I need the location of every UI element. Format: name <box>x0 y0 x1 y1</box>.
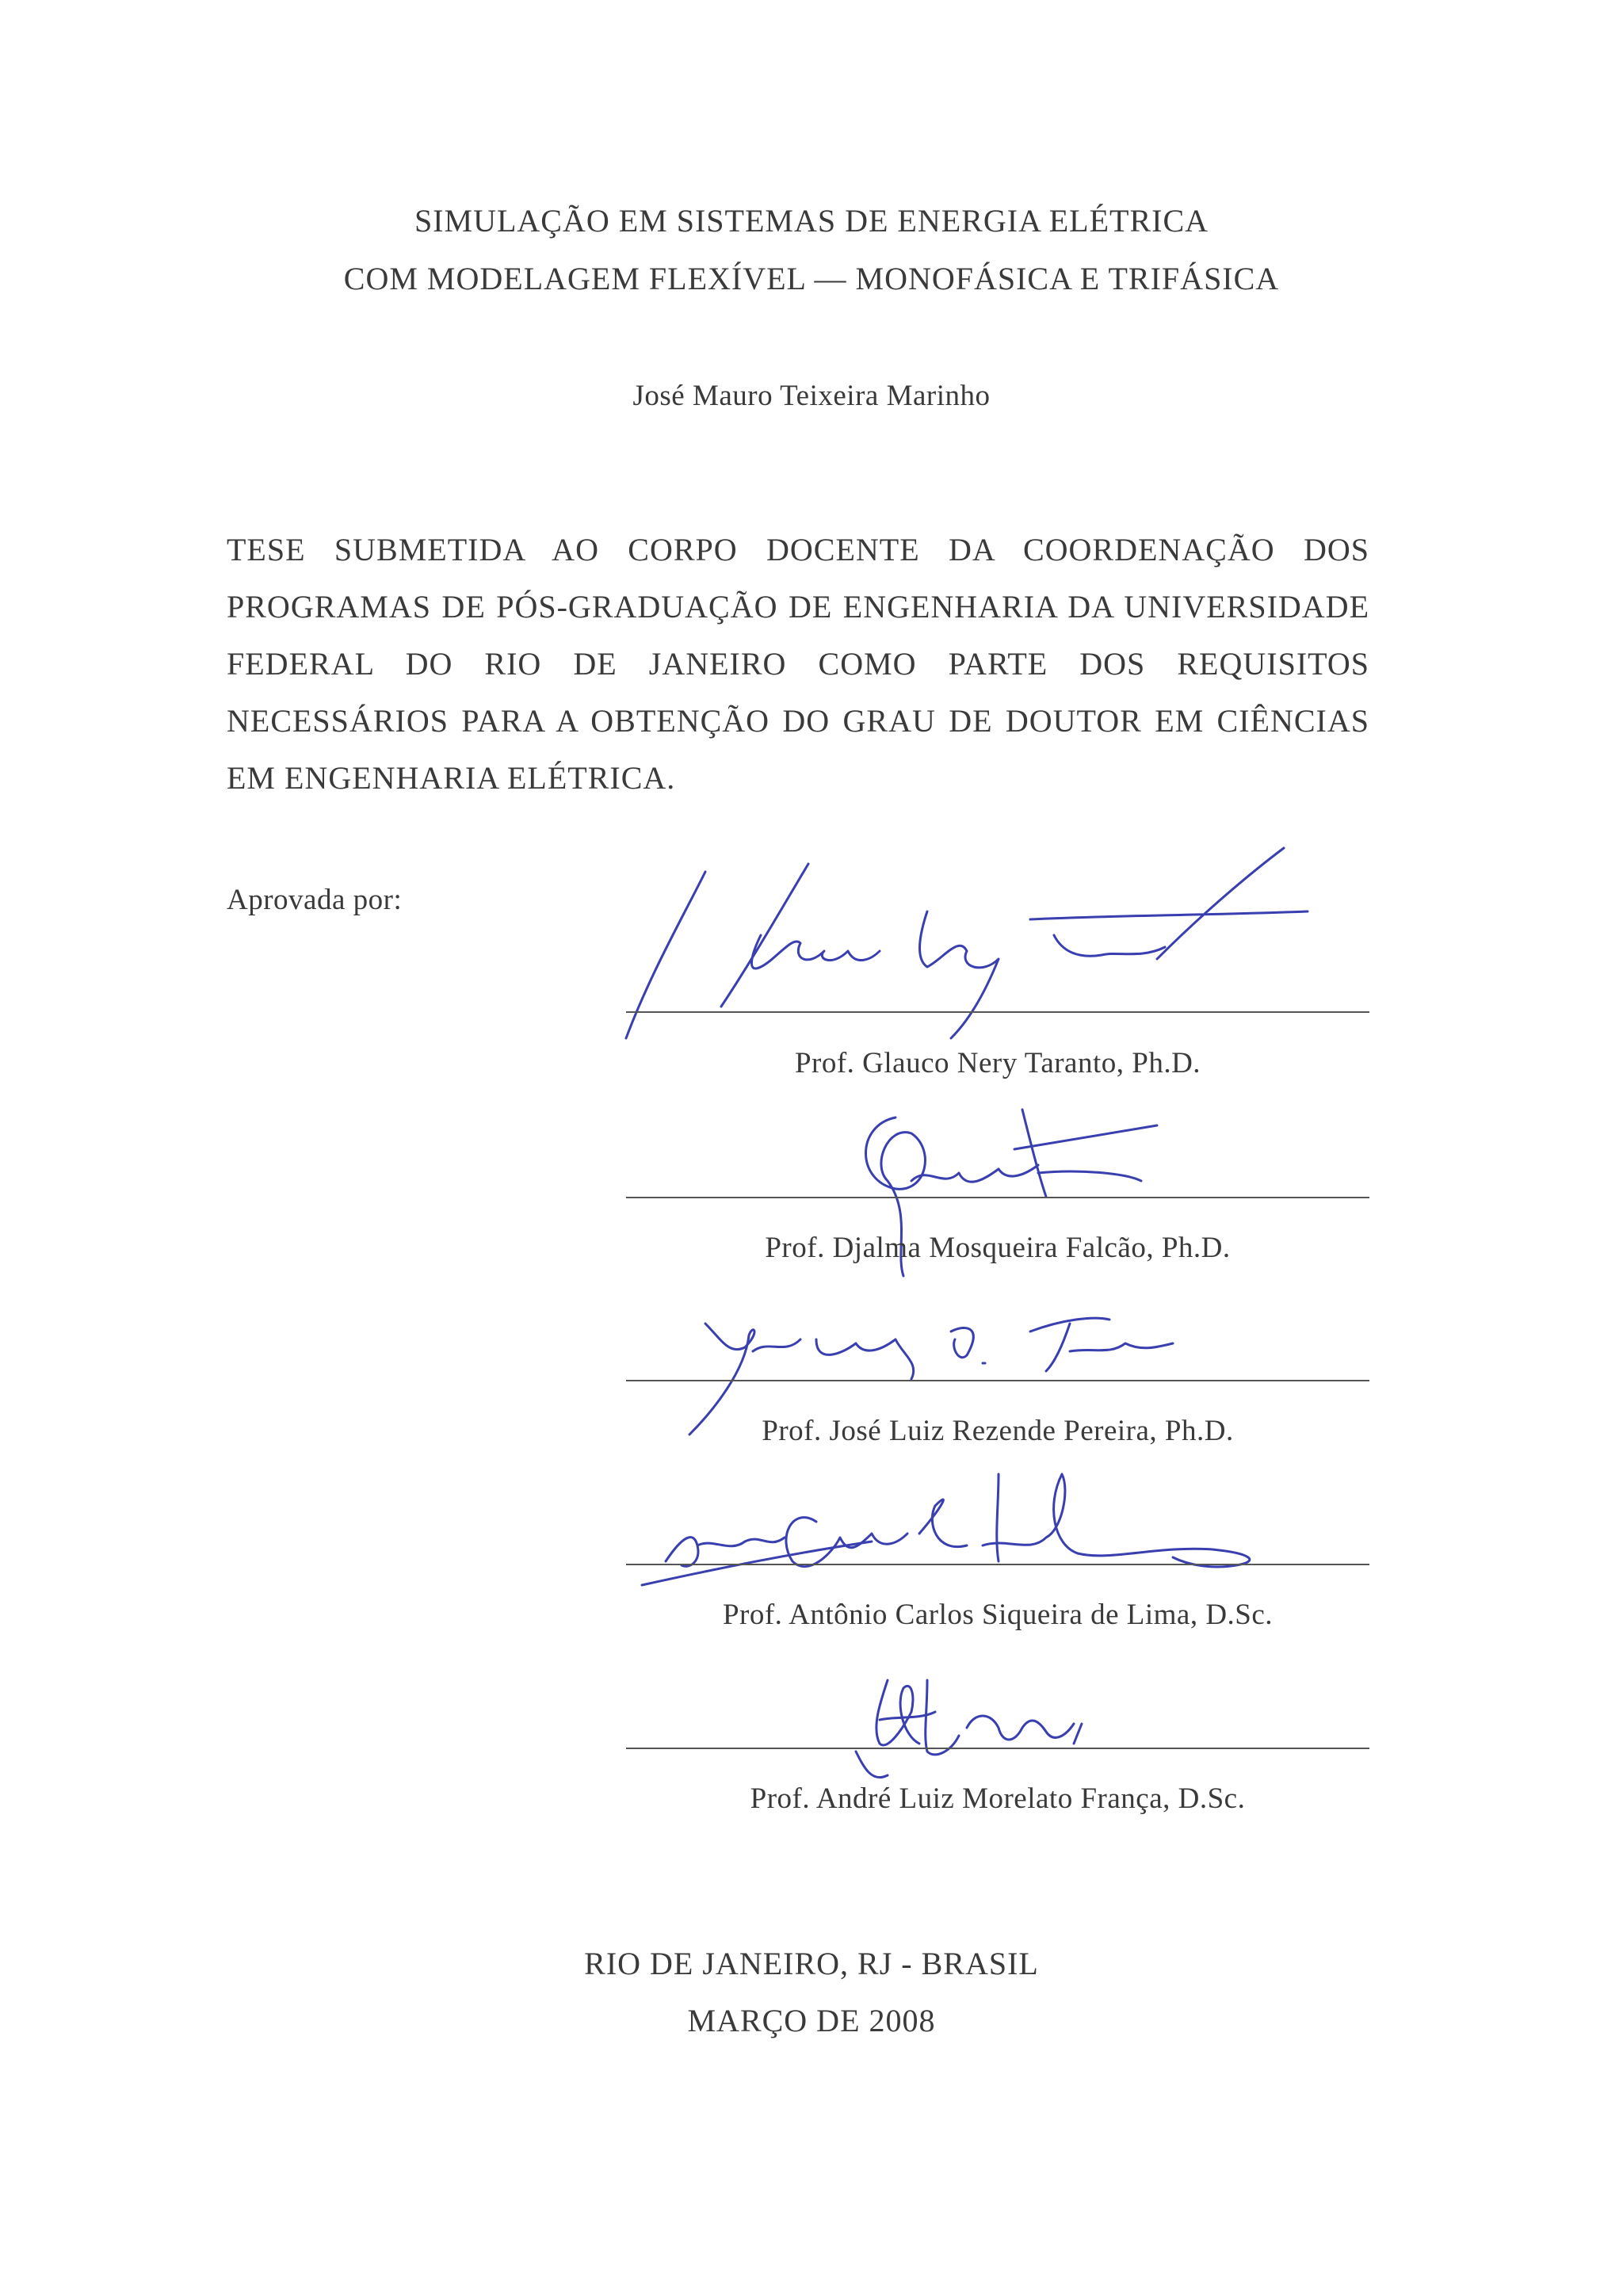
signature-line-2 <box>626 1197 1369 1198</box>
statement-line-2: PROGRAMAS DE PÓS-GRADUAÇÃO DE ENGENHARIA DA UNIVERSIDADE <box>227 589 1369 625</box>
examiner-name-5: Prof. André Luiz Morelato França, D.Sc. <box>750 1782 1246 1815</box>
statement-line-5: EM ENGENHARIA ELÉTRICA. <box>227 760 676 796</box>
signature-line-1 <box>626 1011 1369 1013</box>
signature-line-5 <box>626 1748 1369 1749</box>
thesis-title-line-1: SIMULAÇÃO EM SISTEMAS DE ENERGIA ELÉTRICA <box>414 203 1209 239</box>
signature-jose-pereira <box>555 1276 1426 1482</box>
approved-by-label: Aprovada por: <box>227 884 403 916</box>
thesis-title-line-2: COM MODELAGEM FLEXÍVEL — MONOFÁSICA E TRIFÁSICA <box>343 261 1280 296</box>
date-line: MARÇO DE 2008 <box>687 2003 936 2038</box>
place-line: RIO DE JANEIRO, RJ - BRASIL <box>584 1946 1039 1981</box>
statement-line-4: NECESSÁRIOS PARA A OBTENÇÃO DO GRAU DE DOUTOR EM CIÊNCIAS <box>227 703 1369 739</box>
signature-line-4 <box>626 1564 1369 1565</box>
signature-line-3 <box>626 1380 1369 1381</box>
examiner-name-3: Prof. José Luiz Rezende Pereira, Ph.D. <box>762 1415 1234 1447</box>
statement-line-3: FEDERAL DO RIO DE JANEIRO COMO PARTE DOS REQUISITOS <box>227 646 1369 682</box>
statement-line-1: TESE SUBMETIDA AO CORPO DOCENTE DA COORDENAÇÃO DOS <box>227 532 1369 567</box>
signature-glauco-taranto <box>555 840 1426 1046</box>
thesis-author: José Mauro Teixeira Marinho <box>632 380 991 412</box>
examiner-name-1: Prof. Glauco Nery Taranto, Ph.D. <box>794 1047 1201 1079</box>
examiner-name-2: Prof. Djalma Mosqueira Falcão, Ph.D. <box>765 1232 1231 1264</box>
examiner-name-4: Prof. Antônio Carlos Siqueira de Lima, D.Sc. <box>722 1599 1274 1631</box>
